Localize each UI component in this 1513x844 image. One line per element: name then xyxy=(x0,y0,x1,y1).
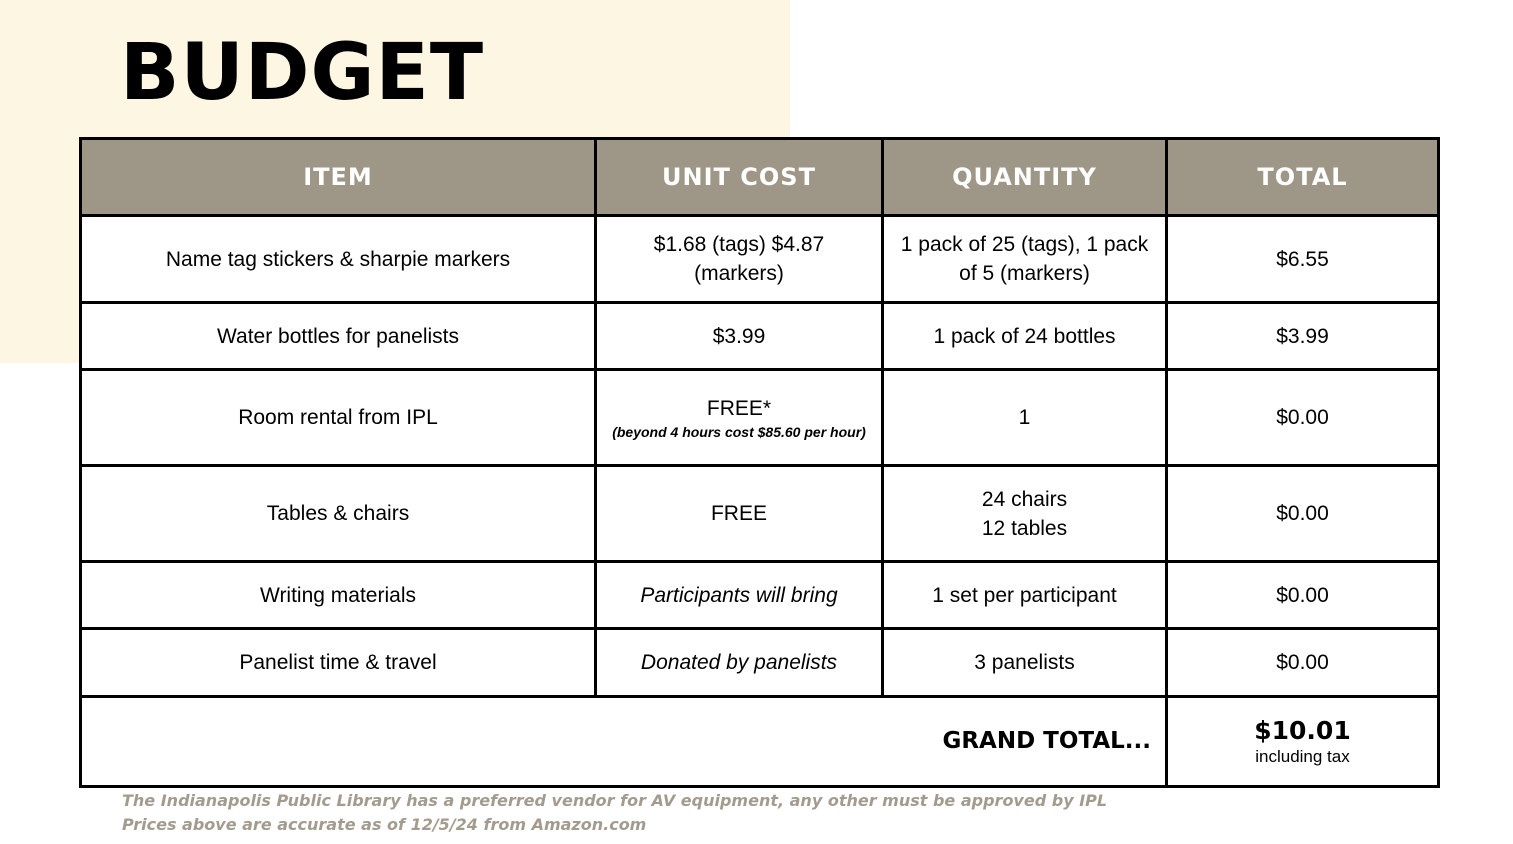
cell-total: $0.00 xyxy=(1167,562,1439,629)
cell-unit-cost xyxy=(596,370,883,466)
cell-item: Panelist time & travel xyxy=(81,629,596,697)
cell-unit-cost: Donated by panelists xyxy=(596,629,883,697)
header-quantity: QUANTITY xyxy=(883,139,1167,216)
table-row xyxy=(81,303,1439,370)
cell-quantity: 1 set per participant xyxy=(883,562,1167,629)
unit-cost-note: (beyond 4 hours cost $85.60 per hour) xyxy=(612,424,866,440)
cell-item: Room rental from IPL xyxy=(81,370,596,466)
cell-quantity: 3 panelists xyxy=(883,629,1167,697)
table-header-row xyxy=(81,139,1439,216)
cell-total: $0.00 xyxy=(1167,370,1439,466)
cell-item: Water bottles for panelists xyxy=(81,303,596,370)
table-row xyxy=(81,466,1439,562)
table-row xyxy=(81,370,1439,466)
cell-total: $3.99 xyxy=(1167,303,1439,370)
grand-total-row xyxy=(81,697,1439,787)
grand-total-subtext: including tax xyxy=(1255,746,1350,766)
cell-unit-cost: FREE xyxy=(596,466,883,562)
grand-total-value: $10.01 xyxy=(1254,715,1351,745)
table-row xyxy=(81,562,1439,629)
cell-quantity: 1 xyxy=(883,370,1167,466)
cell-item: Writing materials xyxy=(81,562,596,629)
grand-total-cell xyxy=(1167,697,1439,787)
cell-item: Tables & chairs xyxy=(81,466,596,562)
table-row xyxy=(81,629,1439,697)
footnote-prices: Prices above are accurate as of 12/5/24 from Amazon.com xyxy=(122,815,647,834)
cell-quantity: 1 pack of 25 (tags), 1 pack of 5 (markers) xyxy=(883,216,1167,303)
cell-total: $6.55 xyxy=(1167,216,1439,303)
cell-unit-cost: $1.68 (tags) $4.87 (markers) xyxy=(596,216,883,303)
cell-quantity: 24 chairs 12 tables xyxy=(883,466,1167,562)
grand-total-label: GRAND TOTAL... xyxy=(81,697,1167,787)
header-item: ITEM xyxy=(81,139,596,216)
cell-item: Name tag stickers & sharpie markers xyxy=(81,216,596,303)
budget-table xyxy=(79,137,1440,788)
header-total: TOTAL xyxy=(1167,139,1439,216)
cell-quantity: 1 pack of 24 bottles xyxy=(883,303,1167,370)
header-unit-cost: UNIT COST xyxy=(596,139,883,216)
cell-total: $0.00 xyxy=(1167,466,1439,562)
table-row xyxy=(81,216,1439,303)
cell-total: $0.00 xyxy=(1167,629,1439,697)
page-title: BUDGET xyxy=(120,28,485,118)
footnote-vendor: The Indianapolis Public Library has a preferred vendor for AV equipment, any other must be approved by IPL xyxy=(122,791,1108,810)
unit-cost-value: FREE* xyxy=(706,397,772,420)
cell-unit-cost: Participants will bring xyxy=(596,562,883,629)
cell-unit-cost: $3.99 xyxy=(596,303,883,370)
